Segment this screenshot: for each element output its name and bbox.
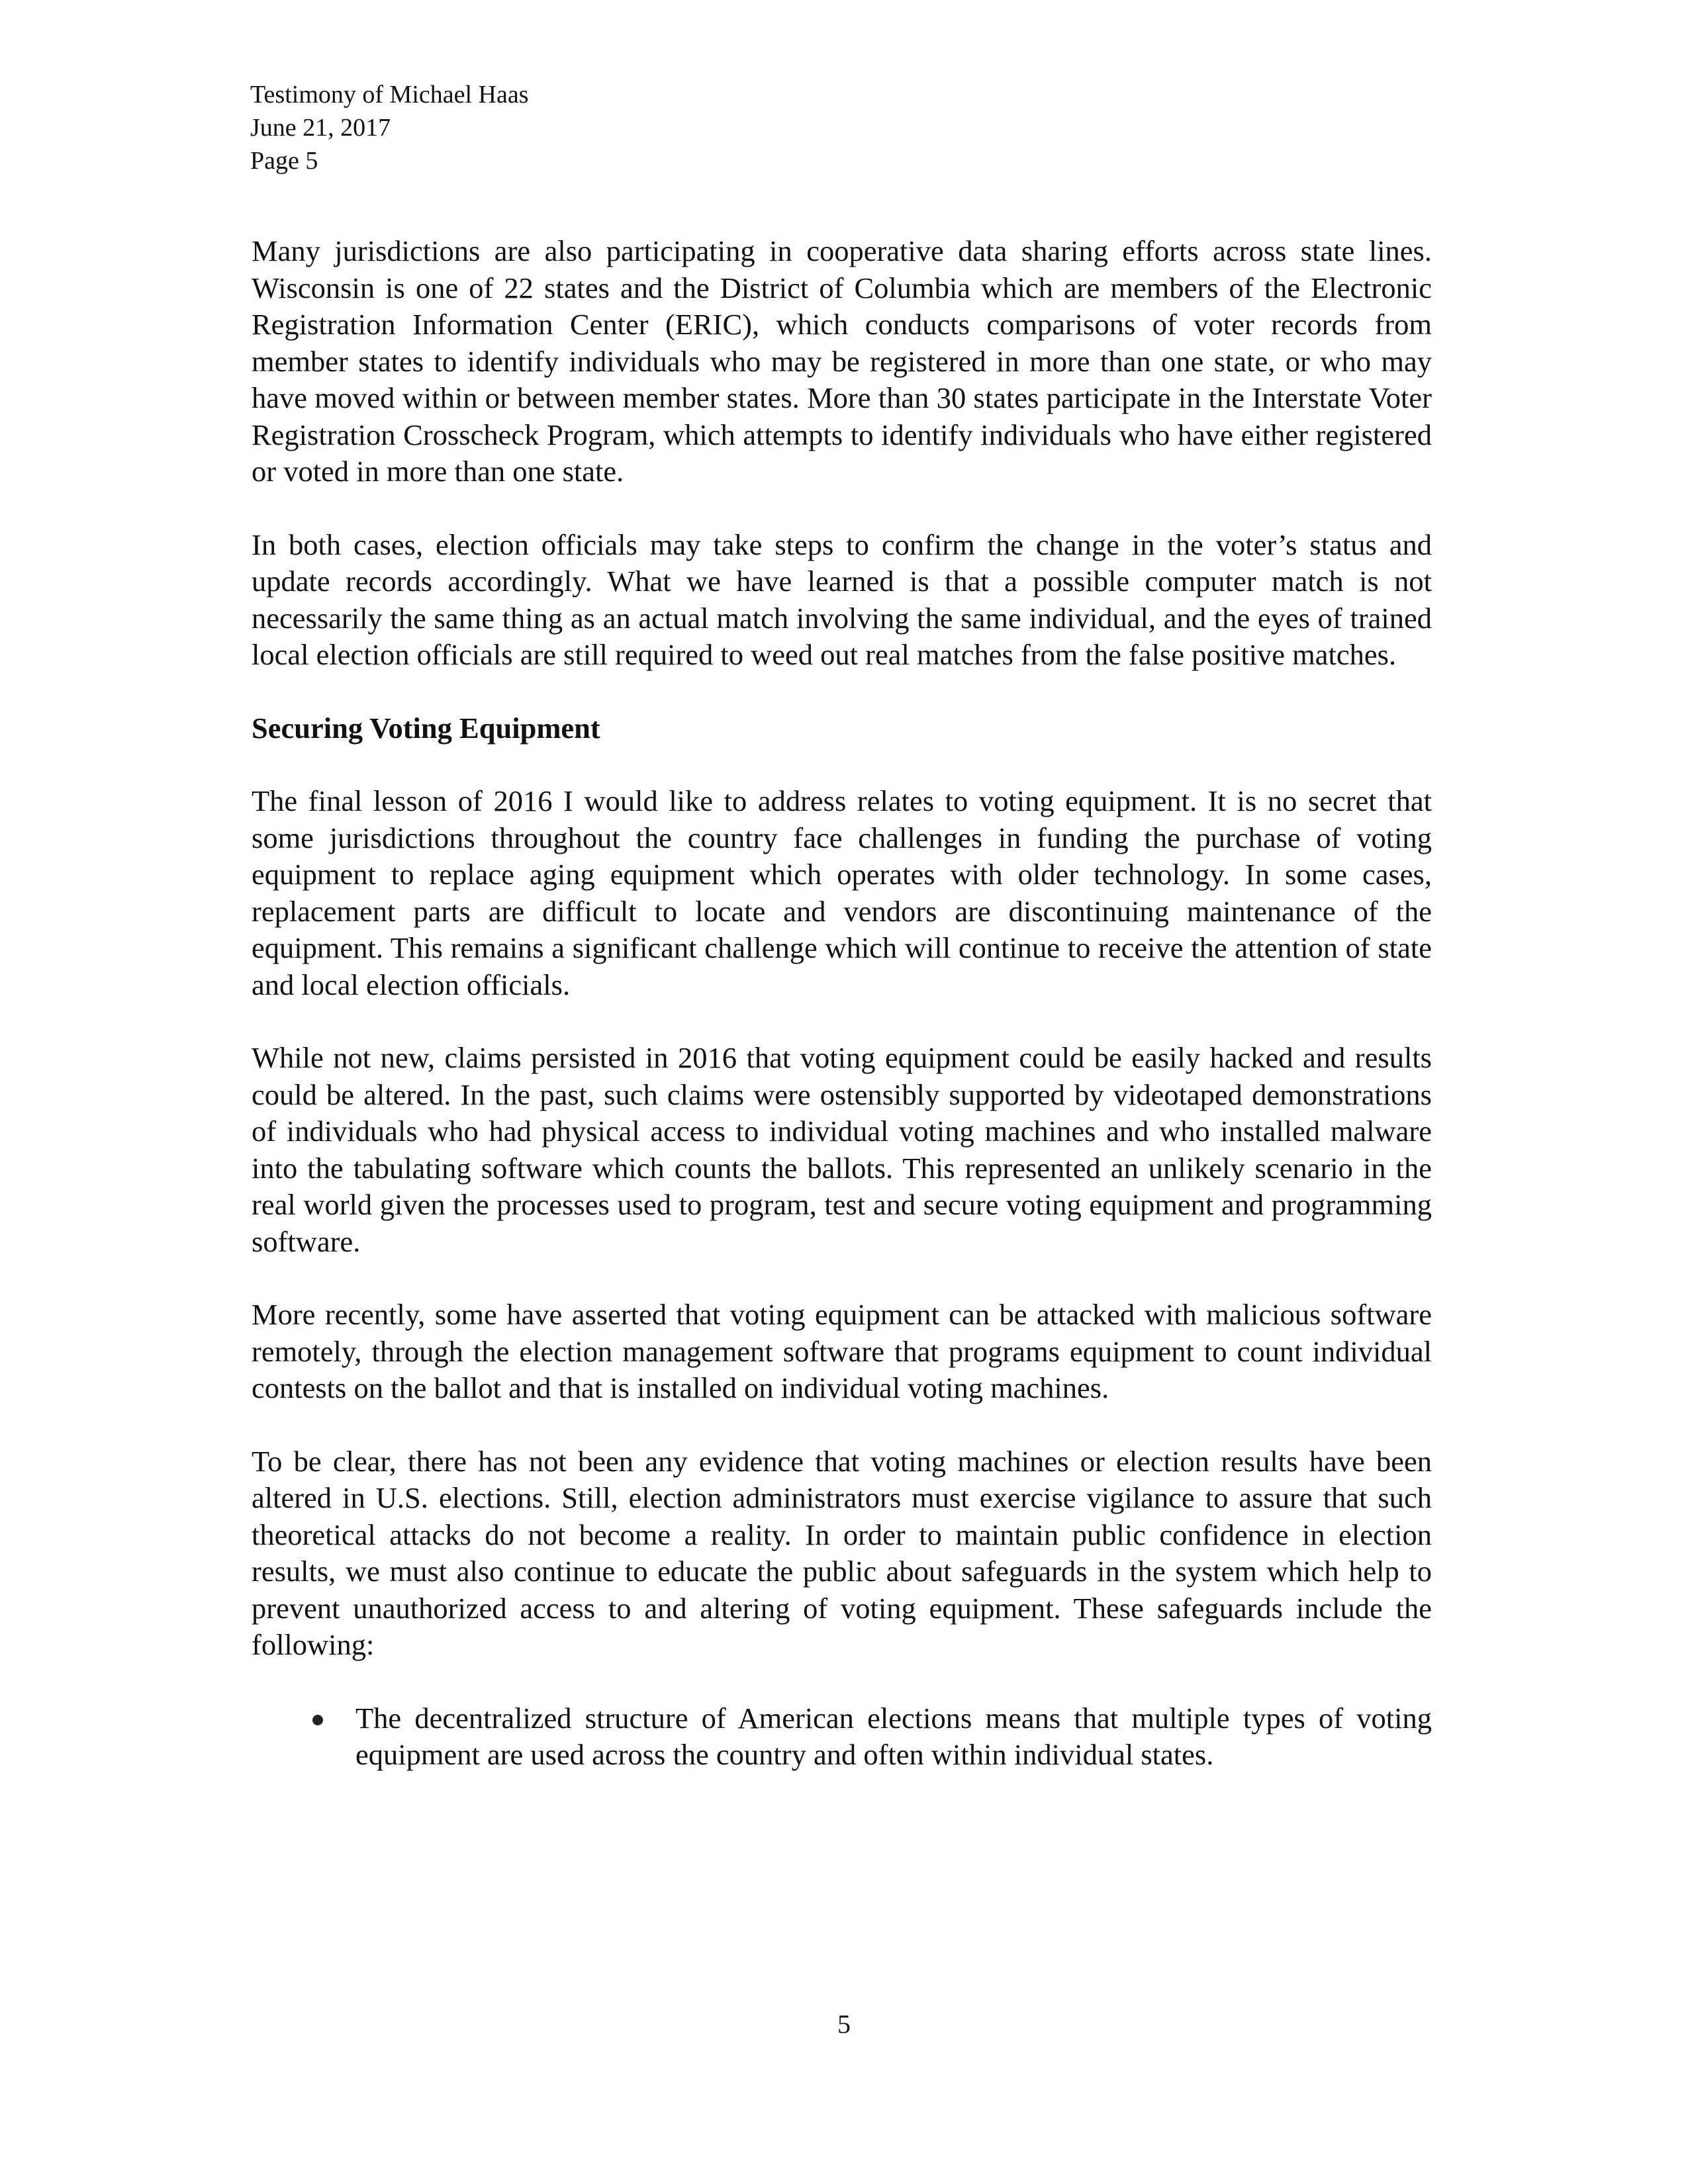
paragraph-gap (252, 1260, 1432, 1297)
section-heading: Securing Voting Equipment (252, 711, 600, 745)
bullet-text: The decentralized structure of American elections means that multiple types of voting equipment are used across the country and often within individual states. (355, 1701, 1432, 1771)
paragraph-no-evidence: To be clear, there has not been any evidence that voting machines or election results have been altered in U.S. elections. Still, election administrators must exercise vigilance to assure that such theoretical attacks do not become a reality. In order to maintain public confidence in election results, we must also continue to educate the public about safeguards in the system which help to prevent unauthorized access to and altering of voting equipment. These safeguards include the following: (252, 1444, 1432, 1661)
document-body (252, 233, 1432, 1774)
paragraph-gap (252, 747, 1432, 783)
paragraph-gap (252, 490, 1432, 527)
header-page-label: Page 5 (250, 147, 318, 175)
paragraph-gap (252, 1664, 1432, 1700)
header-date: June 21, 2017 (250, 114, 391, 142)
paragraph-confirm-matches: In both cases, election officials may take steps to confirm the change in the voter’s status and update records accordingly. What we have learned is that a possible computer match is not necessarily the same thing as an actual match involving the same individual, and the eyes of trained local election officials are still required to weed out real matches from the false positive matches. (252, 527, 1432, 671)
document-header (250, 78, 529, 177)
bullet-icon (312, 1715, 323, 1725)
list-item (252, 1700, 1432, 1774)
paragraph-final-lesson: The final lesson of 2016 I would like to address relates to voting equipment. It is no secret that some jurisdictions throughout the country face challenges in funding the purchase of voting equipment to replace aging equipment which operates with older technology. In some cases, replacement parts are difficult to locate and vendors are discontinuing maintenance of the equipment. This remains a significant challenge which will continue to receive the attention of state and local election officials. (252, 784, 1432, 1001)
page-number: 5 (837, 2009, 851, 2039)
paragraph-gap (252, 674, 1432, 710)
safeguards-list (252, 1700, 1432, 1774)
paragraph-gap (252, 1407, 1432, 1443)
paragraph-gap (252, 1003, 1432, 1040)
paragraph-remote-attacks: More recently, some have asserted that voting equipment can be attacked with malicious software remotely, through the election management software that programs equipment to count individual contests on the ballot and that is installed on individual voting machines. (252, 1298, 1432, 1404)
header-title: Testimony of Michael Haas (250, 81, 529, 109)
paragraph-hacking-claims: While not new, claims persisted in 2016 that voting equipment could be easily hacked and results could be altered. In the past, such claims were ostensibly supported by videotaped demonstrations of individuals who had physical access to individual voting machines and who installed malware into the tabulating software which counts the ballots. This represented an unlikely scenario in the real world given the processes used to program, test and secure voting equipment and programming software. (252, 1041, 1432, 1258)
paragraph-data-sharing: Many jurisdictions are also participating in cooperative data sharing efforts across state lines. Wisconsin is one of 22 states and the District of Columbia which are members of the Electronic Registration Information Center (ERIC), which conducts comparisons of voter records from member states to identify individuals who may be registered in more than one state, or who may have moved within or between member states. More than 30 states participate in the Interstate Voter Registration Crosscheck Program, which attempts to identify individuals who have either registered or voted in more than one state. (252, 234, 1432, 488)
